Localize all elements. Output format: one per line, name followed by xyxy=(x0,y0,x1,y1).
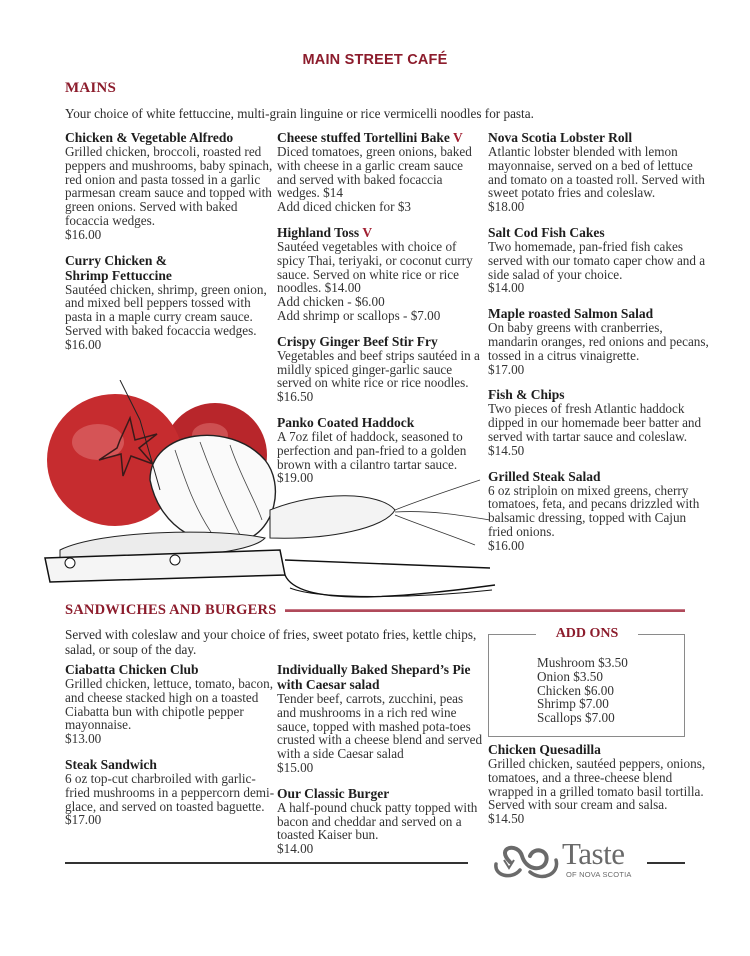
addon-item: Shrimp $7.00 xyxy=(537,696,609,712)
addon-item: Onion $3.50 xyxy=(537,668,603,684)
sandwiches-intro: Served with coleslaw and your choice of fries, sweet potato fries, kettle chips, salad, or soup of the day. xyxy=(65,627,477,657)
item-name: Salt Cod Fish Cakes xyxy=(488,224,605,240)
menu-item xyxy=(277,225,485,323)
item-price: $16.00 xyxy=(65,336,102,352)
item-price: $18.00 xyxy=(488,199,525,215)
item-price: $16.50 xyxy=(277,389,314,405)
item-name: Nova Scotia Lobster Roll xyxy=(488,130,633,145)
addon-item: Scallops $7.00 xyxy=(537,710,615,726)
mains-column-1 xyxy=(65,130,275,363)
menu-item xyxy=(65,757,275,827)
item-name: Panko Coated Haddock xyxy=(277,414,415,430)
logo-subtitle: OF NOVA SCOTIA xyxy=(566,870,632,879)
item-description: Diced tomatoes, green onions, baked with cheese in a garlic cream sauce and served with baked focaccia wedges. $14 xyxy=(277,144,472,201)
section-divider xyxy=(285,609,685,612)
menu-item xyxy=(488,306,713,376)
menu-item xyxy=(277,334,485,404)
addon-item: Chicken $6.00 xyxy=(537,682,614,698)
item-price: $14.00 xyxy=(488,280,525,296)
item-description: Tender beef, carrots, zucchini, peas and mushrooms in a rich red wine sauce, topped with mashed pota-toes crusted with a cheese blend and served with a side Caesar salad xyxy=(277,691,483,762)
sandwiches-column-2 xyxy=(277,662,485,867)
mains-column-3 xyxy=(488,130,713,564)
addons-border xyxy=(488,634,536,635)
item-description: A 7oz filet of haddock, seasoned to perfection and pan-fried to a golden brown with a cilantro tartar sauce. xyxy=(277,428,467,472)
sandwiches-column-3 xyxy=(488,742,713,837)
item-description: Grilled chicken, sautéed peppers, onions, tomatoes, and a three-cheese blend wrapped in a grilled tomato basil tortilla. Served with sour cream and salsa. xyxy=(488,756,706,813)
item-description: 6 oz top-cut charbroiled with garlic-fried mushrooms in a peppercorn demi-glace, and served on toasted baguette. xyxy=(65,770,275,814)
menu-item xyxy=(65,662,275,746)
addons-list xyxy=(537,656,628,725)
menu-item xyxy=(488,130,713,214)
item-description: Atlantic lobster blended with lemon mayonnaise, served on a bed of lettuce and tomato on a toasted roll. Served with sweet potato fries and coleslaw. xyxy=(488,144,705,201)
menu-item xyxy=(65,130,275,242)
menu-item xyxy=(488,742,713,826)
item-name: Individually Baked Shepard’s Pie with Caesar salad xyxy=(277,662,471,692)
item-description: Two pieces of fresh Atlantic haddock dipped in our homemade beer batter and served with tartar sauce and coleslaw. xyxy=(488,401,702,444)
sandwiches-column-1 xyxy=(65,662,275,838)
addons-title: ADD ONS xyxy=(555,626,619,641)
item-description: 6 oz striploin on mixed greens, cherry tomatoes, feta, and pecans drizzled with balsamic dressing, topped with Cajun fried onions. xyxy=(488,482,700,539)
item-name: Maple roasted Salmon Salad xyxy=(488,306,654,322)
page-title: MAIN STREET CAFÉ xyxy=(302,52,448,68)
footer-divider xyxy=(65,862,468,864)
item-price: $14.50 xyxy=(488,442,525,458)
menu-item xyxy=(277,130,485,214)
item-price: $17.00 xyxy=(65,812,102,828)
menu-item xyxy=(277,662,485,775)
item-price: $16.00 xyxy=(65,226,102,242)
menu-item xyxy=(488,469,713,553)
mains-heading: MAINS xyxy=(65,80,117,96)
menu-item xyxy=(277,786,485,856)
item-addon: Add chicken - $6.00 xyxy=(277,294,385,310)
item-name: Crispy Ginger Beef Stir Fry xyxy=(277,333,438,349)
item-description: Grilled chicken, lettuce, tomato, bacon, and cheese stacked high on a toasted Ciabatta bun with chipotle pepper mayonnaise. xyxy=(65,676,273,733)
item-price: $14.50 xyxy=(488,811,525,827)
item-addon: Add diced chicken for $3 xyxy=(277,199,412,215)
logo-wordmark: Taste xyxy=(562,836,625,871)
item-description: Vegetables and beef strips sautéed in a mildly spiced ginger-garlic sauce served on white rice or rice noodles. xyxy=(277,347,480,391)
item-price: $19.00 xyxy=(277,470,314,486)
item-name: Fish & Chips xyxy=(488,387,565,403)
item-description: A half-pound chuck patty topped with bacon and cheddar and served on a toasted Kaiser bun. xyxy=(277,799,478,843)
item-name: Chicken & Vegetable Alfredo xyxy=(65,130,234,145)
item-name: Grilled Steak Salad xyxy=(488,468,601,484)
item-price: $16.00 xyxy=(488,537,525,553)
menu-item xyxy=(488,387,713,457)
item-price: $17.00 xyxy=(488,361,525,377)
menu-item xyxy=(65,253,275,352)
item-price: $13.00 xyxy=(65,731,102,747)
mains-intro: Your choice of white fettuccine, multi-grain linguine or rice vermicelli noodles for pasta. xyxy=(65,106,534,121)
item-name: Ciabatta Chicken Club xyxy=(65,662,199,677)
item-name: Cheese stuffed Tortellini Bake xyxy=(277,130,450,145)
addon-item: Mushroom $3.50 xyxy=(537,655,628,670)
item-name: Our Classic Burger xyxy=(277,785,390,801)
item-name: Curry Chicken & Shrimp Fettuccine xyxy=(65,252,172,283)
addons-border xyxy=(638,634,685,635)
vegetarian-badge: V xyxy=(453,130,463,145)
item-addon: Add shrimp or scallops - $7.00 xyxy=(277,307,441,323)
item-name: Steak Sandwich xyxy=(65,756,157,772)
item-name: Highland Toss xyxy=(277,224,360,240)
item-description: Grilled chicken, broccoli, roasted red peppers and mushrooms, baby spinach, red onion and pasta tossed in a garlic parmesan cream sauce and topped with green onions. Served with baked focaccia wedges. xyxy=(65,144,273,228)
item-description: On baby greens with cranberries, mandarin oranges, red onions and pecans, tossed in a citrus vinaigrette. xyxy=(488,320,709,363)
item-price: $14.00 xyxy=(277,841,314,857)
menu-item xyxy=(488,225,713,295)
item-price: $15.00 xyxy=(277,759,314,775)
vegetarian-badge: V xyxy=(362,224,373,240)
item-description: Sautéed chicken, shrimp, green onion, and mixed bell peppers tossed with pasta in a maple curry cream sauce. Served with baked focaccia wedges. xyxy=(65,281,267,338)
footer-divider xyxy=(647,862,685,864)
sandwiches-heading: SANDWICHES AND BURGERS xyxy=(65,602,277,618)
item-name: Chicken Quesadilla xyxy=(488,742,601,757)
item-description: Two homemade, pan-fried fish cakes served with our tomato caper chow and a side salad of your choice. xyxy=(488,238,706,282)
mains-column-2 xyxy=(277,130,485,496)
menu-item xyxy=(277,415,485,485)
item-description: Sautéed vegetables with choice of spicy Thai, teriyaki, or coconut curry sauce. Served on white rice or rice noodles. $14.00 xyxy=(277,238,473,296)
